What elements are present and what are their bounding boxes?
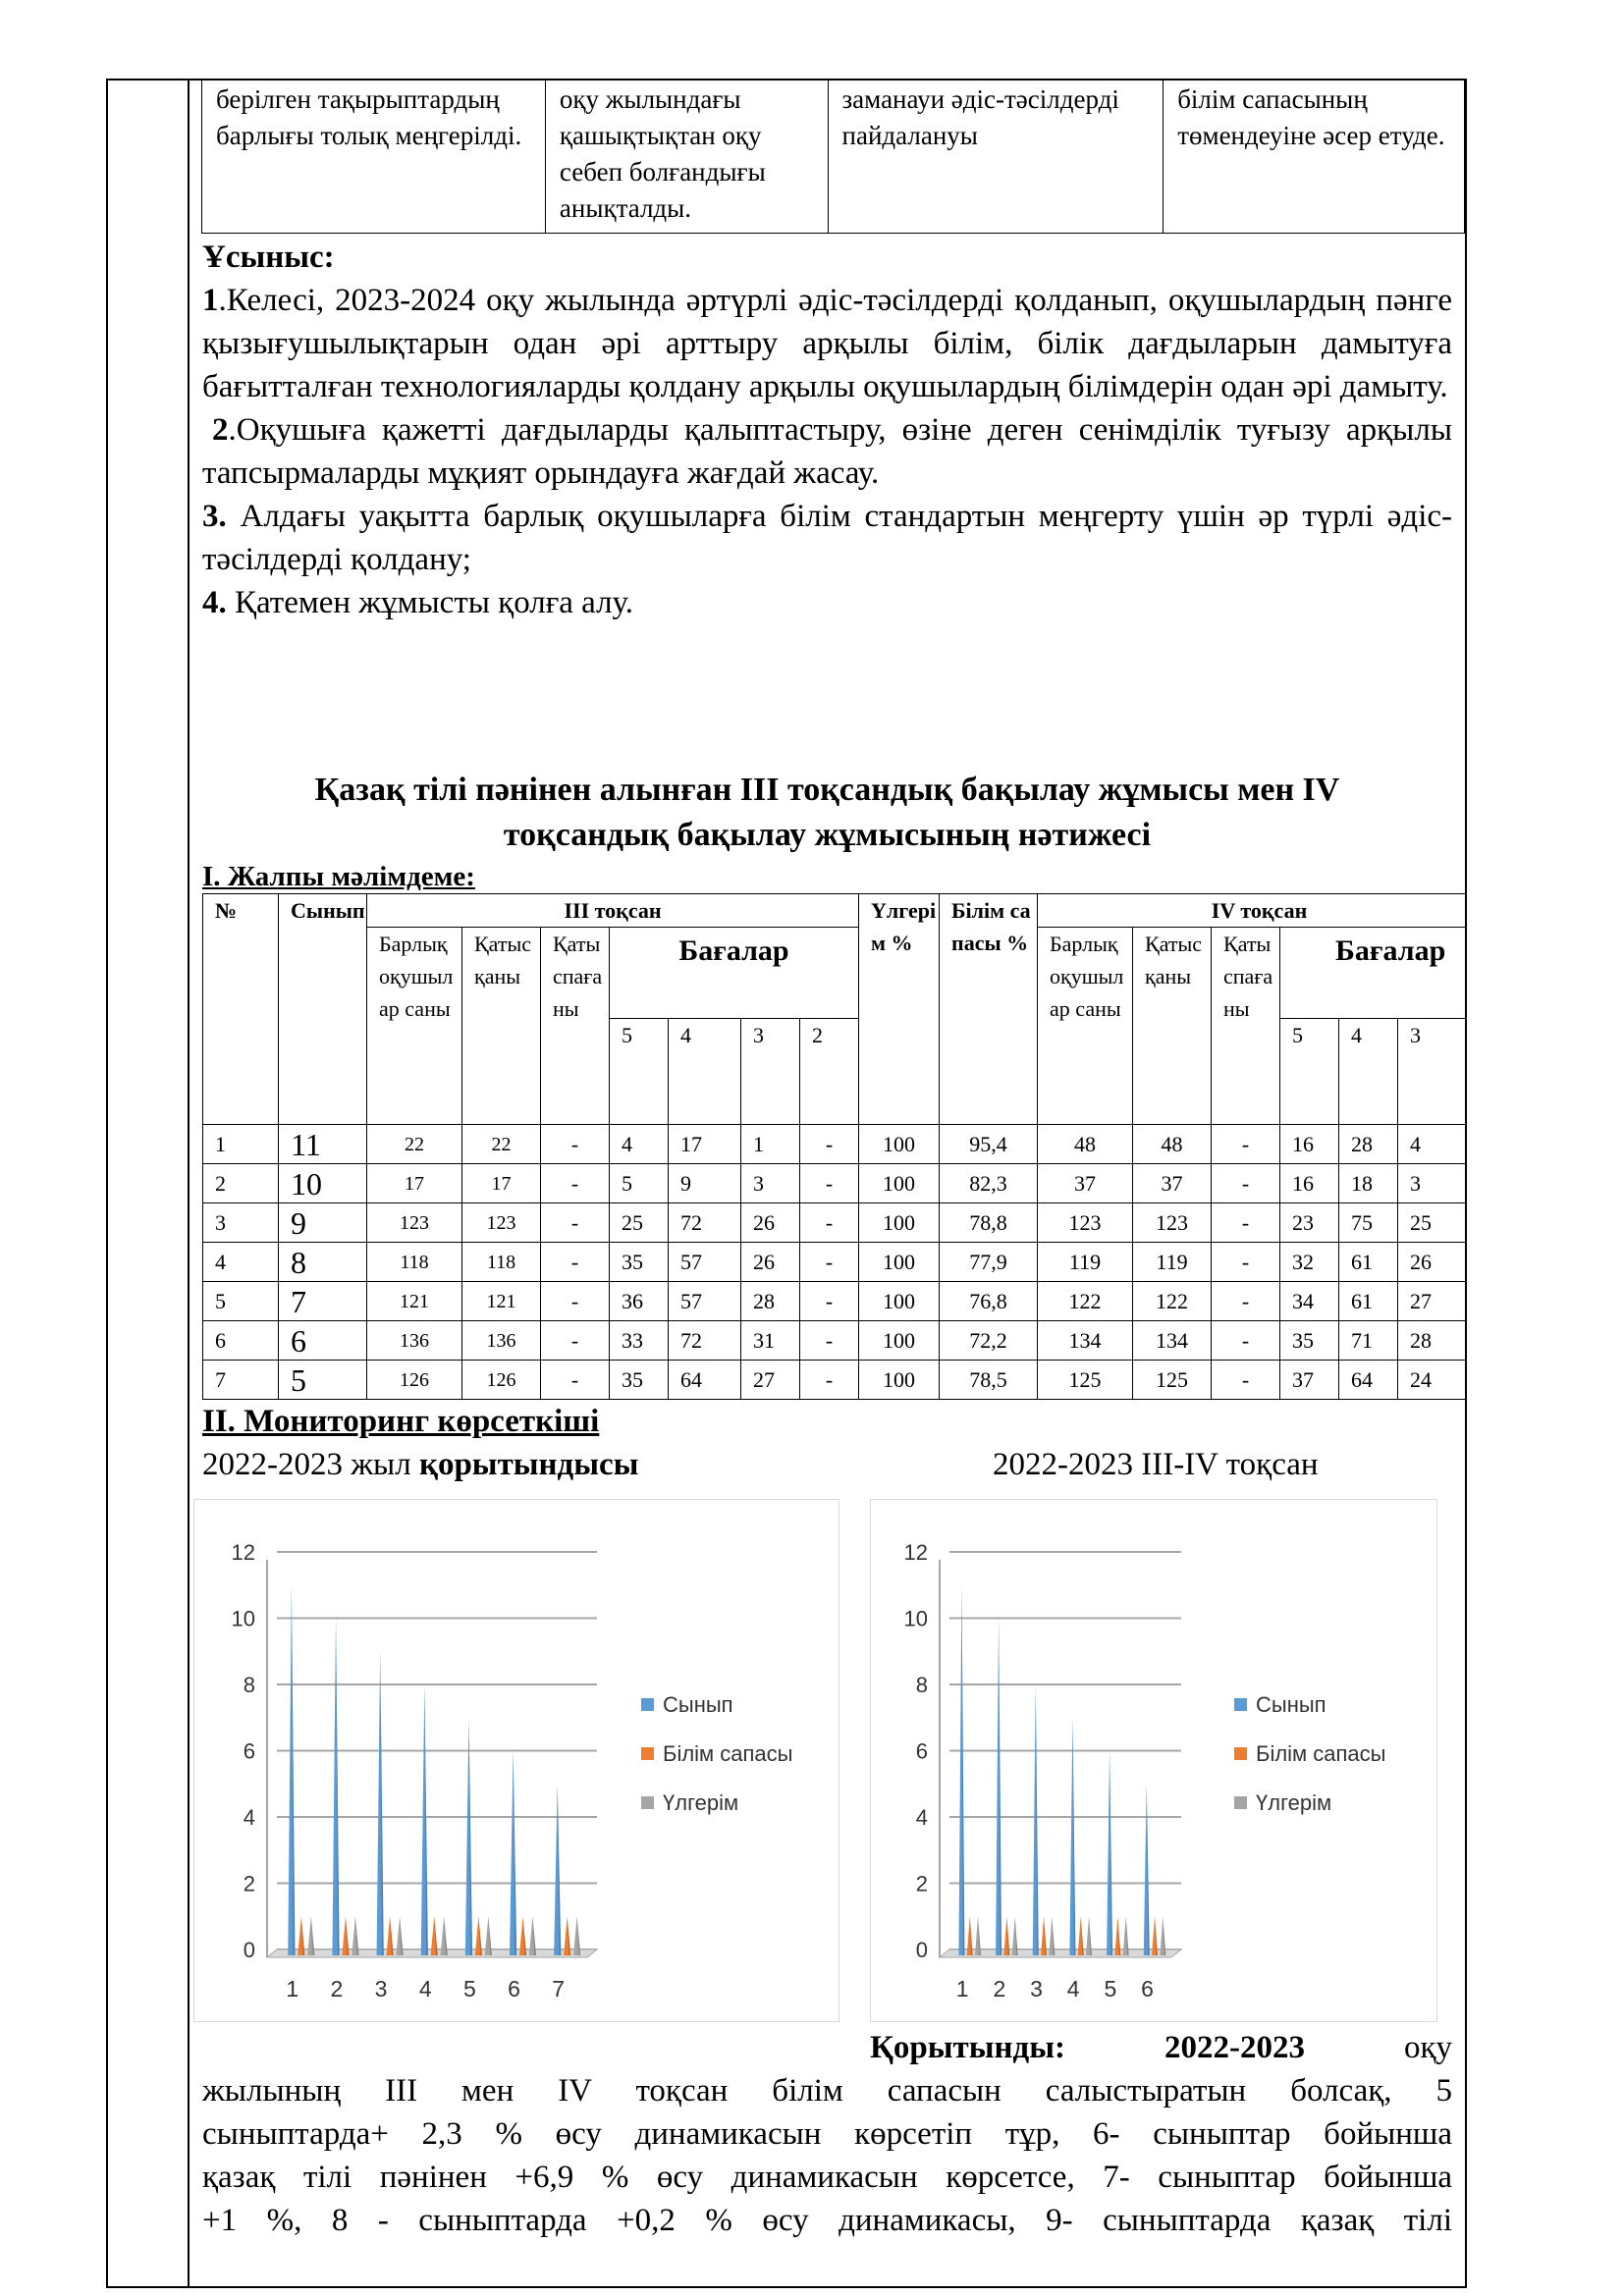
y-tick-label: 10	[231, 1606, 255, 1631]
cell-q4-absent: -	[1212, 1243, 1280, 1282]
cell-q4-g5: 16	[1280, 1125, 1339, 1164]
q3-grade-2: 2	[800, 1019, 859, 1125]
top-cell-4: білім сапасының төмендеуіне әсер етуде.	[1164, 80, 1465, 234]
results-table	[202, 893, 1482, 1400]
legend-swatch	[1234, 1796, 1247, 1809]
cell-g4: 72	[669, 1321, 741, 1361]
q3-grade-3: 3	[741, 1019, 800, 1125]
cell-progress: 100	[859, 1282, 940, 1321]
cell-g2: -	[800, 1125, 859, 1164]
cell-progress: 100	[859, 1125, 940, 1164]
col-no-header: №	[203, 894, 279, 1125]
q4-grade-5: 5	[1280, 1019, 1339, 1125]
cell-quality: 76,8	[940, 1282, 1038, 1321]
table-row	[203, 1321, 1482, 1361]
top-cell-2: оқу жылындағы қашықтықтан оқу себеп болғандығы анықталды.	[545, 80, 828, 234]
proposal-item-2: 2.Оқушыға қажетті дағдыларды қалыптастыру, өзіне деген сенімділік туғызу арқылы тапсырмаларды мұқият орындауға жағдай жасау.	[202, 412, 1452, 491]
cell-g5: 25	[610, 1203, 669, 1243]
cell-q3-absent: -	[541, 1125, 610, 1164]
cell-g3: 28	[741, 1282, 800, 1321]
cell-q4-total: 119	[1038, 1243, 1133, 1282]
x-tick-label: 5	[1104, 1976, 1117, 2002]
cell-q4-g5: 35	[1280, 1321, 1339, 1361]
cell-cls: 9	[279, 1203, 367, 1243]
legend-label: Білім сапасы	[663, 1741, 793, 1766]
cell-q4-total: 48	[1038, 1125, 1133, 1164]
cell-q3-total: 136	[367, 1321, 462, 1361]
cell-g2: -	[800, 1164, 859, 1203]
y-tick-label: 10	[903, 1606, 928, 1631]
x-tick-label: 1	[955, 1976, 969, 2002]
legend-label: Сынып	[1256, 1692, 1326, 1717]
q4-grade-3: 3	[1398, 1019, 1482, 1125]
cell-q4-present: 134	[1133, 1321, 1212, 1361]
cell-quality: 78,5	[940, 1361, 1038, 1400]
legend-label: Үлгерім	[1256, 1790, 1332, 1815]
table-row	[203, 1282, 1482, 1321]
cell-q4-total: 123	[1038, 1203, 1133, 1243]
cell-q4-g4: 18	[1339, 1164, 1398, 1203]
cell-q3-total: 22	[367, 1125, 462, 1164]
cell-g5: 35	[610, 1361, 669, 1400]
legend-swatch	[1234, 1747, 1247, 1760]
cell-quality: 78,8	[940, 1203, 1038, 1243]
y-tick-label: 2	[243, 1871, 255, 1896]
cell-cls: 8	[279, 1243, 367, 1282]
legend-label: Білім сапасы	[1256, 1741, 1386, 1766]
x-tick-label: 7	[552, 1976, 566, 2002]
cell-q4-present: 37	[1133, 1164, 1212, 1203]
cell-g2: -	[800, 1361, 859, 1400]
y-tick-label: 6	[243, 1738, 255, 1764]
cell-q4-g4: 75	[1339, 1203, 1398, 1243]
cell-q4-present: 123	[1133, 1203, 1212, 1243]
col-progress-header: Үлгерім %	[859, 894, 940, 1125]
cell-q4-present: 122	[1133, 1282, 1212, 1321]
cell-q4-g3: 28	[1398, 1321, 1482, 1361]
cell-q3-absent: -	[541, 1164, 610, 1203]
cell-q4-present: 125	[1133, 1361, 1212, 1400]
q4-present-header: Қатысқаны	[1133, 928, 1212, 1125]
cell-cls: 10	[279, 1164, 367, 1203]
cell-q4-total: 37	[1038, 1164, 1133, 1203]
cell-q3-present: 22	[462, 1125, 541, 1164]
cell-q4-total: 134	[1038, 1321, 1133, 1361]
legend-label: Сынып	[663, 1692, 733, 1717]
cell-g3: 31	[741, 1321, 800, 1361]
proposal-item-3: 3. Алдағы уақытта барлық оқушыларға білім стандартын меңгерту үшін әр түрлі әдіс-тәсілдерді қолдану;	[202, 499, 1452, 577]
cell-q3-absent: -	[541, 1203, 610, 1243]
cell-q4-g5: 37	[1280, 1361, 1339, 1400]
cell-q4-absent: -	[1212, 1125, 1280, 1164]
col-quality-header: Білім сапасы %	[940, 894, 1038, 1125]
cell-q4-absent: -	[1212, 1203, 1280, 1243]
x-tick-label: 3	[1030, 1976, 1043, 2002]
cell-q4-g3: 26	[1398, 1243, 1482, 1282]
legend-label: Үлгерім	[663, 1790, 739, 1815]
proposal-item-4: 4. Қатемен жұмысты қолға алу.	[202, 585, 634, 620]
cell-q4-g5: 16	[1280, 1164, 1339, 1203]
cell-cls: 5	[279, 1361, 367, 1400]
x-tick-label: 4	[1066, 1976, 1080, 2002]
conclusion-first-line	[202, 2026, 1452, 2069]
cell-q3-present: 136	[462, 1321, 541, 1361]
x-tick-label: 2	[993, 1976, 1006, 2002]
cell-g4: 64	[669, 1361, 741, 1400]
cell-q3-total: 123	[367, 1203, 462, 1243]
cell-g2: -	[800, 1321, 859, 1361]
conclusion-first-word: оқу	[1403, 2030, 1452, 2065]
cell-q3-total: 118	[367, 1243, 462, 1282]
cell-q4-absent: -	[1212, 1361, 1280, 1400]
frame-inner-line	[188, 79, 189, 2287]
cell-no: 5	[203, 1282, 279, 1321]
frame-left-line	[106, 79, 108, 2287]
q3-present-header: Қатысқаны	[462, 928, 541, 1125]
cell-q3-present: 126	[462, 1361, 541, 1400]
y-tick-label: 0	[243, 1938, 255, 1962]
q3-grade-4: 4	[669, 1019, 741, 1125]
proposal-heading: Ұсыныс:	[202, 240, 335, 275]
legend-swatch	[641, 1796, 654, 1809]
x-tick-label: 4	[418, 1976, 432, 2002]
legend-swatch	[641, 1698, 654, 1711]
x-tick-label: 6	[508, 1976, 520, 2002]
cell-q4-g5: 32	[1280, 1243, 1339, 1282]
report-title-line-2: тоқсандық бақылау жұмысының нәтижесі	[503, 817, 1152, 853]
cell-g5: 33	[610, 1321, 669, 1361]
cell-q3-absent: -	[541, 1361, 610, 1400]
q3-grade-5: 5	[610, 1019, 669, 1125]
cell-progress: 100	[859, 1361, 940, 1400]
table-row	[203, 1164, 1482, 1203]
conclusion-label: Қорытынды:	[870, 2030, 1065, 2065]
cell-g2: -	[800, 1282, 859, 1321]
cell-progress: 100	[859, 1164, 940, 1203]
cell-q4-g5: 34	[1280, 1282, 1339, 1321]
cell-q4-g5: 23	[1280, 1203, 1339, 1243]
cell-q4-g3: 24	[1398, 1361, 1482, 1400]
cell-q4-g4: 61	[1339, 1282, 1398, 1321]
cell-q4-g3: 27	[1398, 1282, 1482, 1321]
cell-q4-g3: 25	[1398, 1203, 1482, 1243]
frame-bottom-line	[106, 2286, 1467, 2288]
cell-q3-total: 126	[367, 1361, 462, 1400]
cell-q3-total: 121	[367, 1282, 462, 1321]
cell-g4: 57	[669, 1243, 741, 1282]
cell-g5: 35	[610, 1243, 669, 1282]
cell-q4-total: 122	[1038, 1282, 1133, 1321]
chart-year-result-svg	[194, 1500, 839, 2021]
cell-g4: 57	[669, 1282, 741, 1321]
cell-cls: 7	[279, 1282, 367, 1321]
cell-no: 7	[203, 1361, 279, 1400]
y-tick-label: 4	[915, 1805, 928, 1830]
table-row	[203, 1125, 1482, 1164]
chart-quarter-result-svg	[871, 1500, 1436, 2021]
y-tick-label: 12	[231, 1540, 255, 1565]
cell-g4: 9	[669, 1164, 741, 1203]
section-monitoring: ІІ. Мониторинг көрсеткіші	[202, 1404, 600, 1439]
q4-absent-header: Қатыспағаны	[1212, 928, 1280, 1125]
y-tick-label: 6	[915, 1738, 928, 1764]
q4-grades-header: Бағалар	[1280, 928, 1482, 1019]
cell-no: 6	[203, 1321, 279, 1361]
cell-g3: 26	[741, 1243, 800, 1282]
cell-g2: -	[800, 1203, 859, 1243]
cell-q4-g4: 28	[1339, 1125, 1398, 1164]
y-tick-label: 12	[903, 1540, 928, 1565]
conclusion-line-4: +1 %, 8 - сыныптарда +0,2 % өсу динамикасы, 9- сыныптарда қазақ тілі	[202, 2203, 1452, 2238]
cell-q4-g3: 4	[1398, 1125, 1482, 1164]
x-tick-label: 2	[330, 1976, 344, 2002]
cell-q3-absent: -	[541, 1243, 610, 1282]
cell-progress: 100	[859, 1321, 940, 1361]
cell-q3-absent: -	[541, 1282, 610, 1321]
cell-q3-present: 17	[462, 1164, 541, 1203]
top-continuation-table	[201, 79, 1465, 234]
cell-g4: 17	[669, 1125, 741, 1164]
cell-g3: 26	[741, 1203, 800, 1243]
top-cell-1: берілген тақырыптардың барлығы толық меңгерілді.	[202, 80, 546, 234]
proposal-section	[202, 236, 1452, 624]
cell-cls: 6	[279, 1321, 367, 1361]
y-tick-label: 0	[915, 1938, 928, 1962]
cell-g3: 3	[741, 1164, 800, 1203]
cell-q3-absent: -	[541, 1321, 610, 1361]
cell-g3: 27	[741, 1361, 800, 1400]
conclusion-year: 2022-2023	[1164, 2030, 1305, 2065]
q4-grade-4: 4	[1339, 1019, 1398, 1125]
q3-absent-header: Қатыспағаны	[541, 928, 610, 1125]
cell-q4-g4: 64	[1339, 1361, 1398, 1400]
conclusion-line-2: сыныптарда+ 2,3 % өсу динамикасын көрсетіп тұр, 6- сыныптар бойынша	[202, 2116, 1452, 2152]
cell-no: 3	[203, 1203, 279, 1243]
page-margin-clip	[1467, 883, 1624, 1404]
y-tick-label: 8	[243, 1673, 255, 1697]
q3-header: III тоқсан	[367, 894, 859, 928]
cell-q3-present: 118	[462, 1243, 541, 1282]
cell-q3-present: 121	[462, 1282, 541, 1321]
table-row	[203, 1203, 1482, 1243]
cell-no: 4	[203, 1243, 279, 1282]
conclusion-line-1: жылының III мен IV тоқсан білім сапасын салыстыратын болсақ, 5	[202, 2073, 1452, 2109]
q3-grades-header: Бағалар	[610, 928, 859, 1019]
q4-header: IV тоқсан	[1038, 894, 1482, 928]
quarter-caption: 2022-2023 III-IV тоқсан	[993, 1447, 1319, 1482]
y-tick-label: 8	[915, 1673, 928, 1697]
cell-cls: 11	[279, 1125, 367, 1164]
cell-g5: 36	[610, 1282, 669, 1321]
cell-q4-g3: 3	[1398, 1164, 1482, 1203]
col-class-header: Сынып	[279, 894, 367, 1125]
cell-quality: 82,3	[940, 1164, 1038, 1203]
cell-quality: 72,2	[940, 1321, 1038, 1361]
cell-no: 1	[203, 1125, 279, 1164]
cell-q4-absent: -	[1212, 1164, 1280, 1203]
conclusion	[202, 2026, 1452, 2242]
cell-g5: 5	[610, 1164, 669, 1203]
q3-total-header: Барлық оқушылар саны	[367, 928, 462, 1125]
cell-g5: 4	[610, 1125, 669, 1164]
y-tick-label: 4	[243, 1805, 255, 1830]
cell-g2: -	[800, 1243, 859, 1282]
frame-right-line-over-table	[1465, 883, 1467, 1404]
cell-q4-absent: -	[1212, 1282, 1280, 1321]
chart-quarter-result	[870, 1499, 1437, 2022]
cell-q3-total: 17	[367, 1164, 462, 1203]
report-title-line-1: Қазақ тілі пәнінен алынған III тоқсандық бақылау жұмысы мен IV	[314, 772, 1340, 808]
chart-year-result	[193, 1499, 839, 2022]
year-result-caption: 2022-2023 жыл қорытындысы	[202, 1447, 639, 1482]
cell-q3-present: 123	[462, 1203, 541, 1243]
x-tick-label: 3	[374, 1976, 388, 2002]
cell-quality: 77,9	[940, 1243, 1038, 1282]
cell-q4-absent: -	[1212, 1321, 1280, 1361]
cell-no: 2	[203, 1164, 279, 1203]
cell-progress: 100	[859, 1203, 940, 1243]
cell-progress: 100	[859, 1243, 940, 1282]
cell-g4: 72	[669, 1203, 741, 1243]
cell-q4-g4: 71	[1339, 1321, 1398, 1361]
cell-q4-present: 48	[1133, 1125, 1212, 1164]
x-tick-label: 1	[286, 1976, 299, 2002]
cell-g3: 1	[741, 1125, 800, 1164]
table-row	[203, 1243, 1482, 1282]
y-tick-label: 2	[915, 1871, 928, 1896]
section-general-statement: І. Жалпы мәлімдеме:	[202, 861, 475, 892]
top-cell-3: заманауи әдіс-тәсілдерді пайдалануы	[828, 80, 1164, 234]
x-tick-label: 5	[462, 1976, 476, 2002]
legend-swatch	[1234, 1698, 1247, 1711]
x-tick-label: 6	[1141, 1976, 1154, 2002]
cell-q4-g4: 61	[1339, 1243, 1398, 1282]
table-row	[203, 1361, 1482, 1400]
legend-swatch	[641, 1747, 654, 1760]
conclusion-line-3: қазақ тілі пәнінен +6,9 % өсу динамикасын көрсетсе, 7- сыныптар бойынша	[202, 2160, 1452, 2195]
q4-total-header: Барлық оқушылар саны	[1038, 928, 1133, 1125]
cell-quality: 95,4	[940, 1125, 1038, 1164]
report-title	[202, 768, 1452, 858]
cell-q4-present: 119	[1133, 1243, 1212, 1282]
cell-q4-total: 125	[1038, 1361, 1133, 1400]
proposal-item-1: 1.Келесі, 2023-2024 оқу жылында әртүрлі әдіс-тәсілдерді қолданып, оқушылардың пәнге қызығушылықтарын одан әрі арттыру арқылы білім, білік дағдыларын дамытуға бағытталған технологияларды қолдану арқылы оқушылардың білімдерін одан әрі дамыту.	[202, 283, 1452, 404]
